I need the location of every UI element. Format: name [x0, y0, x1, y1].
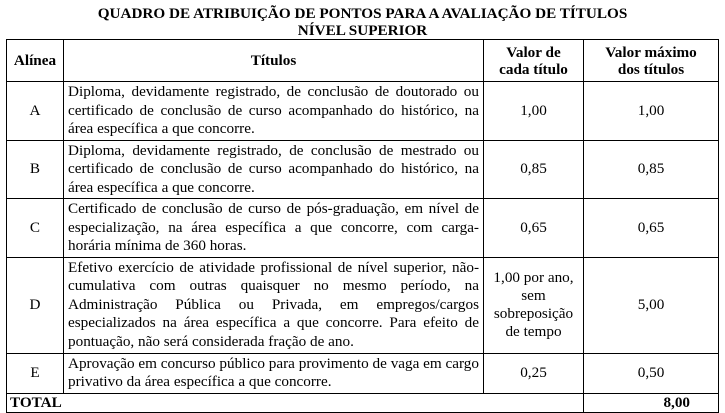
header-alinea: Alínea: [7, 40, 64, 82]
row-alinea: B: [7, 140, 64, 199]
table-row: [7, 353, 719, 393]
table-row: [7, 140, 719, 199]
row-titulo: Efetivo exercício de atividade profissional de nível superior, não-cumulativa com outras quaisquer no mesmo período, na Administração Pública ou Privada, em empregos/cargos especializados na área específica a que concorre. Para efeito de pontuação, não será considerada fração de ano.: [64, 257, 484, 353]
row-valor: 0,85: [484, 140, 584, 199]
table-row: [7, 199, 719, 258]
header-valor-cada-line-2: cada título: [499, 60, 568, 78]
table-row: [7, 257, 719, 353]
header-titulos: Títulos: [64, 40, 484, 82]
row-valor-line-3: sobreposição: [493, 305, 574, 322]
header-valor-cada-line-1: Valor de: [506, 43, 561, 61]
table-title: [7, 4, 719, 40]
row-titulo: Diploma, devidamente registrado, de conclusão de mestrado ou certificado de conclusão de curso acompanhado do histórico, na área específica a que concorre.: [64, 140, 484, 199]
row-valor: 0,65: [484, 199, 584, 258]
table-title-row: [7, 4, 719, 40]
header-valor-maximo-line-2: dos títulos: [617, 60, 685, 78]
row-maximo: 1,00: [584, 82, 719, 141]
row-alinea: D: [7, 257, 64, 353]
header-valor-cada: [484, 40, 584, 82]
row-titulo: Certificado de conclusão de curso de pós-graduação, em nível de especialização, na área específica a que concorre, com carga-horária mínima de 360 horas.: [64, 199, 484, 258]
row-valor: [484, 257, 584, 353]
header-valor-maximo: [584, 40, 719, 82]
row-maximo: 0,50: [584, 353, 719, 393]
table-title-line-2: NÍVEL SUPERIOR: [297, 21, 428, 39]
row-valor-line-2: sem: [521, 287, 546, 304]
points-table: [6, 4, 719, 413]
total-value: 8,00: [584, 393, 719, 412]
row-maximo: 5,00: [584, 257, 719, 353]
row-valor-line-4: de tempo: [505, 323, 562, 340]
row-valor: 1,00: [484, 82, 584, 141]
total-label: TOTAL: [7, 393, 584, 412]
row-alinea: A: [7, 82, 64, 141]
table-title-line-1: QUADRO DE ATRIBUIÇÃO DE PONTOS PARA A AVALIAÇÃO DE TÍTULOS: [97, 4, 628, 22]
table-row: [7, 82, 719, 141]
header-row: [7, 40, 719, 82]
row-maximo: 0,65: [584, 199, 719, 258]
row-alinea: E: [7, 353, 64, 393]
row-alinea: C: [7, 199, 64, 258]
row-valor: 0,25: [484, 353, 584, 393]
header-valor-maximo-line-1: Valor máximo: [605, 43, 697, 61]
row-titulo: Diploma, devidamente registrado, de conclusão de doutorado ou certificado de conclusão de curso acompanhado do histórico, na área específica a que concorre.: [64, 82, 484, 141]
row-maximo: 0,85: [584, 140, 719, 199]
row-titulo: Aprovação em concurso público para provimento de vaga em cargo privativo da área específica a que concorre.: [64, 353, 484, 393]
total-row: [7, 393, 719, 412]
row-valor-line-1: 1,00 por ano,: [493, 269, 574, 286]
